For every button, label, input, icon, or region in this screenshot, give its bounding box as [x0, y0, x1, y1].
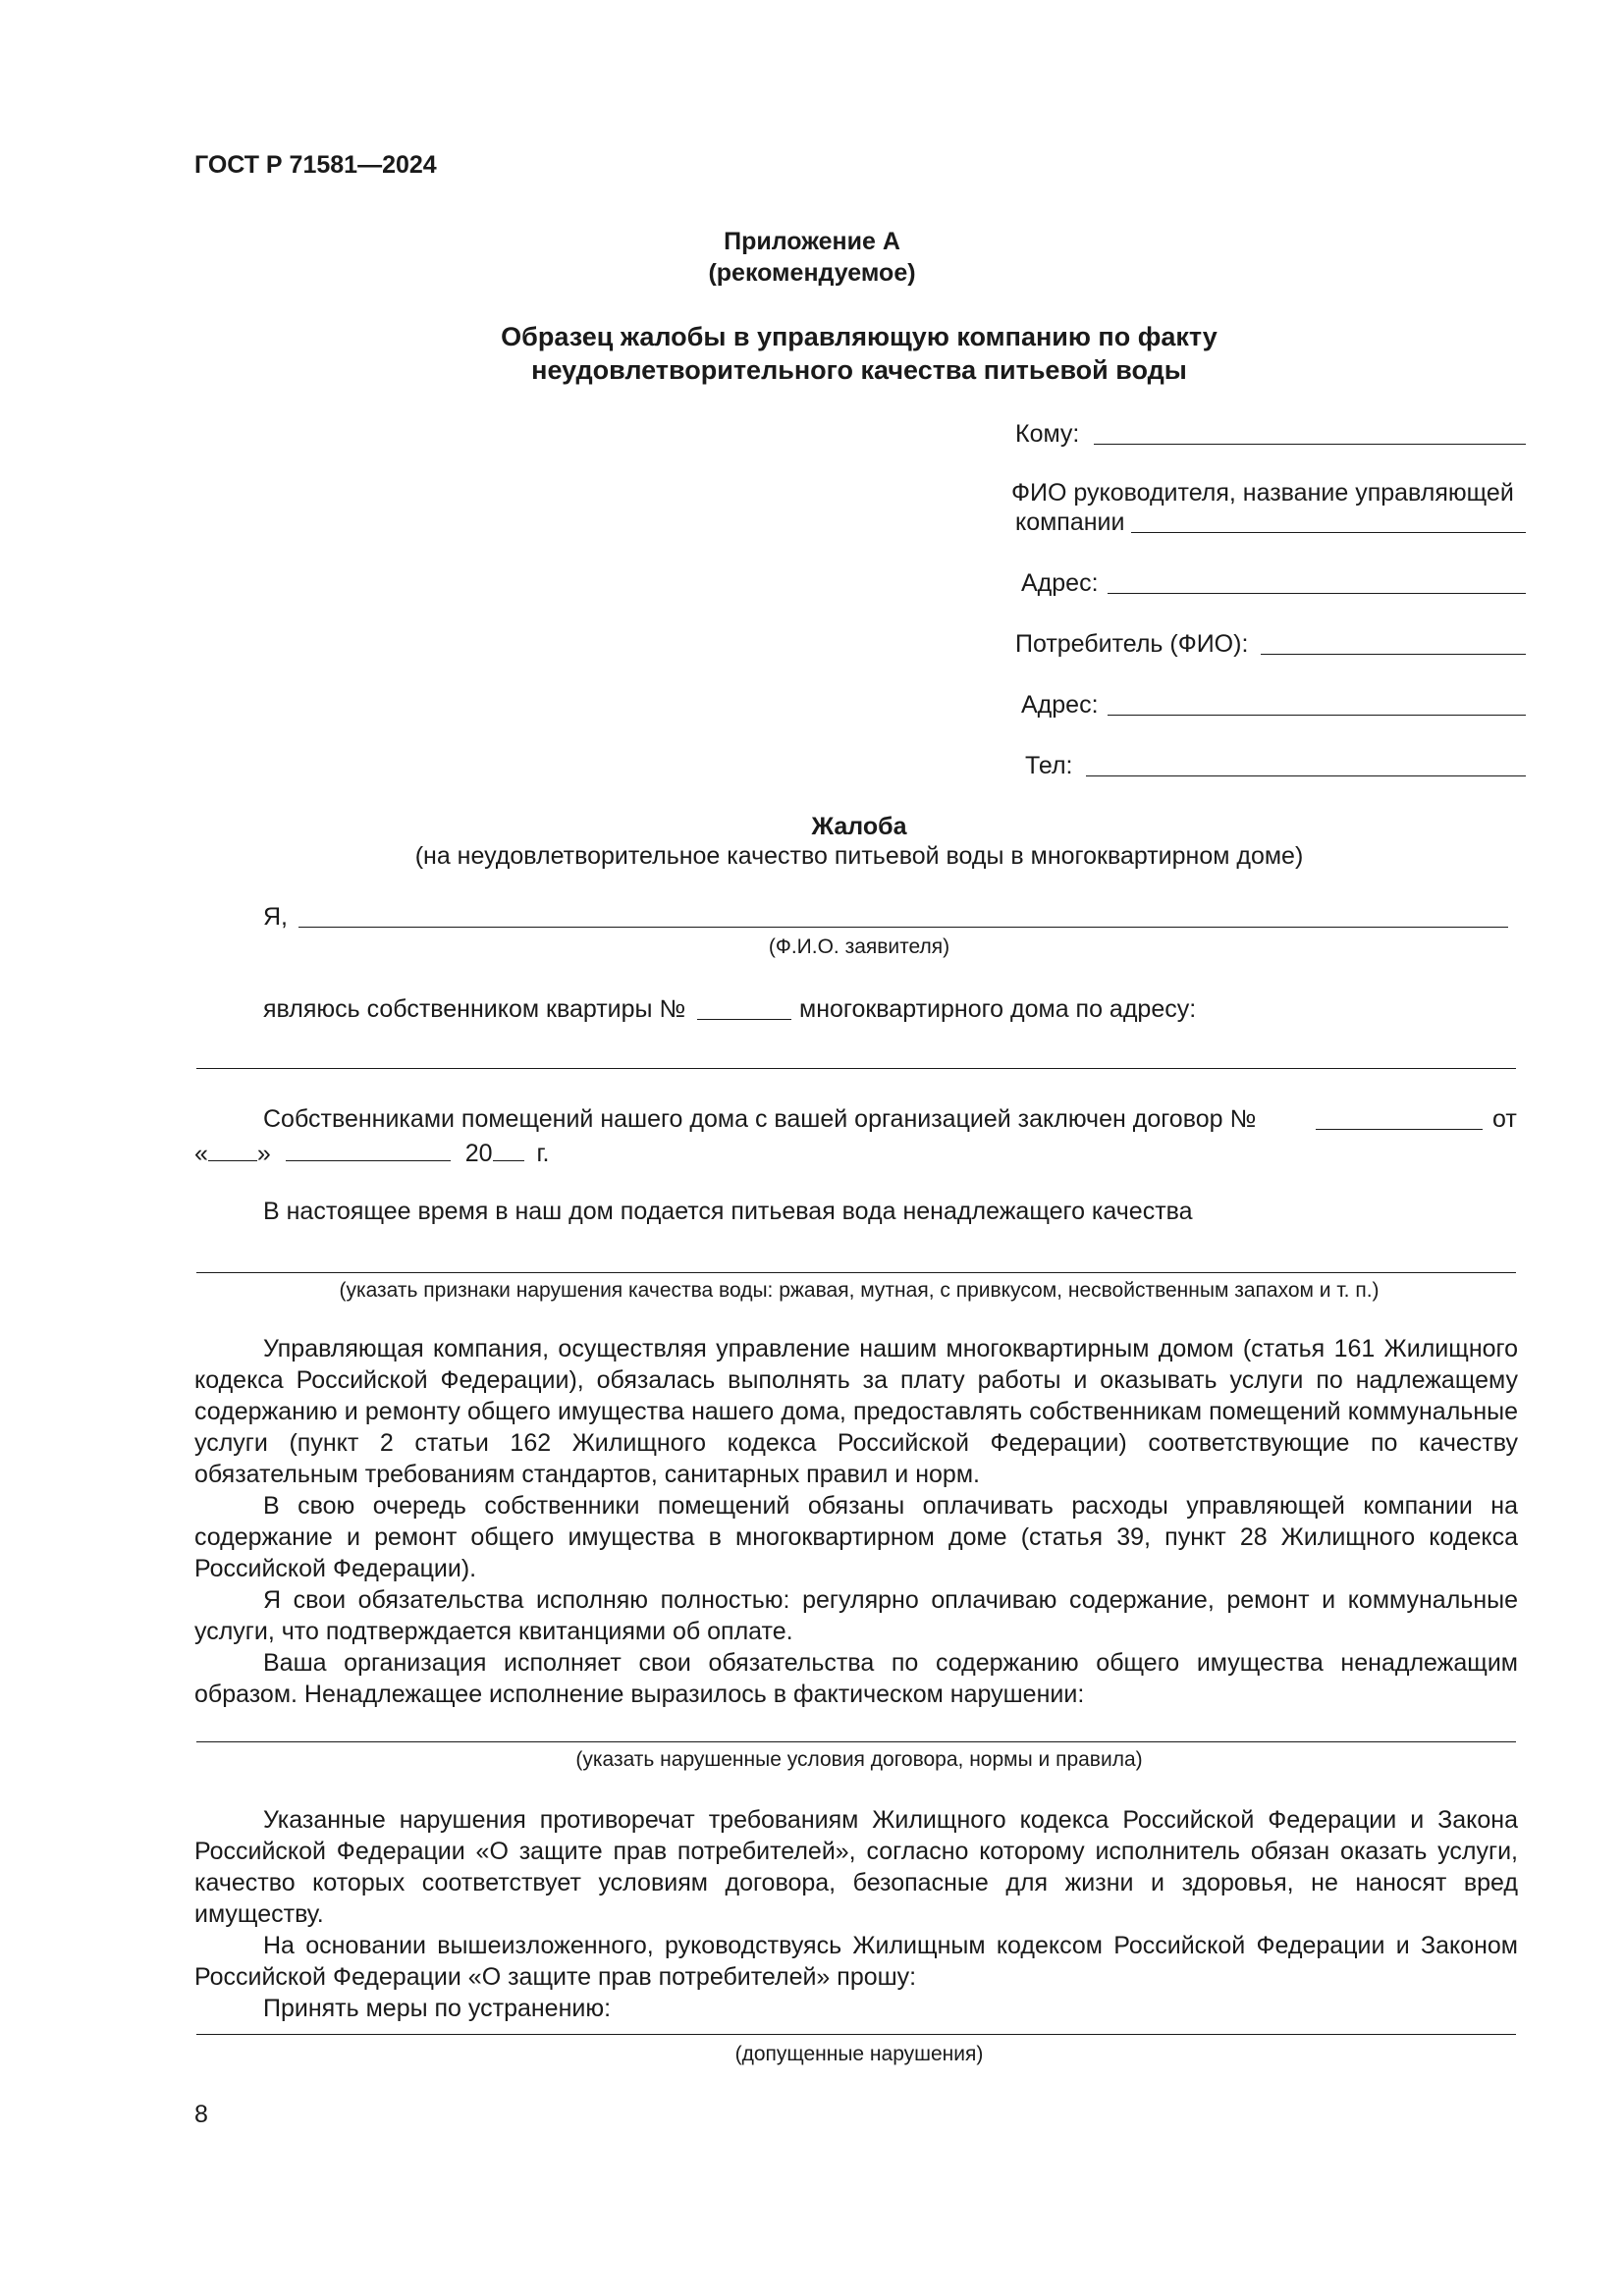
violation-field-line[interactable] [196, 1741, 1516, 1742]
quality-hint: (указать признаки нарушения качества воды: ржавая, мутная, с привкусом, несвойственным запахом и т. п.) [339, 1279, 1380, 1302]
appendix-title: Приложение А [724, 228, 900, 255]
house-address-field-line[interactable] [196, 1068, 1516, 1069]
applicant-field-line[interactable] [298, 927, 1508, 928]
manager-label-line1: ФИО руководителя, название управляющей [1011, 479, 1514, 507]
quality-field-line[interactable] [196, 1272, 1516, 1273]
contract-text: Собственниками помещений нашего дома с вашей организацией заключен договор № [263, 1105, 1257, 1133]
body-paragraph: Я свои обязательства исполняю полностью: регулярно оплачиваю содержание, ремонт и коммунальные услуги, что подтверждается квитанциями об оплате. [194, 1586, 1518, 1645]
address1-field-line[interactable] [1108, 593, 1526, 594]
contract-month-field[interactable] [286, 1137, 451, 1161]
address2-label: Адрес: [1021, 691, 1099, 719]
phone-label: Тел: [1025, 752, 1073, 779]
to-label: Кому: [1015, 420, 1080, 448]
consumer-label: Потребитель (ФИО): [1015, 630, 1249, 658]
body-paragraph: Ваша организация исполняет свои обязательства по содержанию общего имущества ненадлежащим образом. Ненадлежащее исполнение выразилось в фактическом нарушении: [194, 1649, 1518, 1708]
doc-title-line2: неудовлетворительного качества питьевой воды [531, 355, 1187, 385]
address2-field-line[interactable] [1108, 715, 1526, 716]
standard-id: ГОСТ Р 71581—2024 [194, 151, 437, 179]
year-suffix: г. [536, 1140, 550, 1167]
complaint-title: Жалоба [811, 813, 907, 840]
body-paragraph: В свою очередь собственники помещений обязаны оплачивать расходы управляющей компании на содержание и ремонт общего имущества в многоквартирном доме (статья 39, пункт 28 Жилищного кодекса Российской Федерации). [194, 1492, 1518, 1582]
date-open-quote: « [194, 1140, 208, 1167]
address1-label: Адрес: [1021, 569, 1099, 597]
owner-text-part1: являюсь собственником квартиры № [263, 995, 686, 1023]
violation-hint: (указать нарушенные условия договора, нормы и правила) [575, 1748, 1143, 1771]
consumer-field-line[interactable] [1261, 654, 1526, 655]
date-close-quote: » [256, 1140, 271, 1167]
body-block-2 [194, 1804, 1518, 2024]
to-field-line[interactable] [1094, 444, 1526, 445]
remedy-hint: (допущенные нарушения) [734, 2043, 984, 2065]
manager-field-line[interactable] [1131, 532, 1526, 533]
page-number: 8 [194, 2101, 208, 2128]
body-block-1 [194, 1333, 1518, 1710]
appendix-status: (рекомендуемое) [708, 259, 916, 287]
contract-from-label: от [1492, 1105, 1517, 1133]
body-paragraph: На основании вышеизложенного, руководствуясь Жилищным кодексом Российской Федерации и Законом Российской Федерации «О защите прав потребителей» прошу: [194, 1932, 1518, 1991]
body-paragraph: Принять меры по устранению: [263, 1995, 612, 2022]
complaint-subtitle: (на неудовлетворительное качество питьевой воды в многоквартирном доме) [414, 842, 1304, 870]
body-paragraph: Управляющая компания, осуществляя управление нашим многоквартирным домом (статья 161 Жилищного кодекса Российской Федерации), обязалась выполнять за плату работы и оказывать услуги по надлежащему содержанию и ремонту общего имущества нашего дома, предоставлять собственникам помещений коммунальные услуги (пункт 2 статьи 162 Жилищного кодекса Российской Федерации) соответствующие по качеству обязательным требованиям стандартов, санитарных правил и норм. [194, 1335, 1518, 1488]
doc-title-line1: Образец жалобы в управляющую компанию по факту [501, 322, 1218, 351]
remedy-field-line[interactable] [196, 2034, 1516, 2035]
phone-field-line[interactable] [1086, 775, 1526, 776]
owner-text-part2: многоквартирного дома по адресу: [799, 995, 1197, 1023]
body-paragraph: Указанные нарушения противоречат требованиям Жилищного кодекса Российской Федерации и Закона Российской Федерации «О защите прав потребителей», согласно которому исполнитель обязан оказать услуги, качество которых соответствует условиям договора, безопасные для жизни и здоровья, не наносят вред имуществу. [194, 1806, 1518, 1928]
applicant-hint: (Ф.И.О. заявителя) [768, 935, 950, 958]
contract-number-field-line[interactable] [1316, 1129, 1483, 1130]
i-label: Я, [263, 903, 288, 931]
year-prefix: 20 [464, 1140, 493, 1167]
apartment-number-field-line[interactable] [697, 1019, 791, 1020]
contract-day-field[interactable] [208, 1137, 257, 1161]
contract-year-field[interactable] [493, 1137, 524, 1161]
now-text: В настоящее время в наш дом подается питьевая вода ненадлежащего качества [263, 1198, 1193, 1225]
manager-label-line2: компании [1015, 508, 1125, 536]
